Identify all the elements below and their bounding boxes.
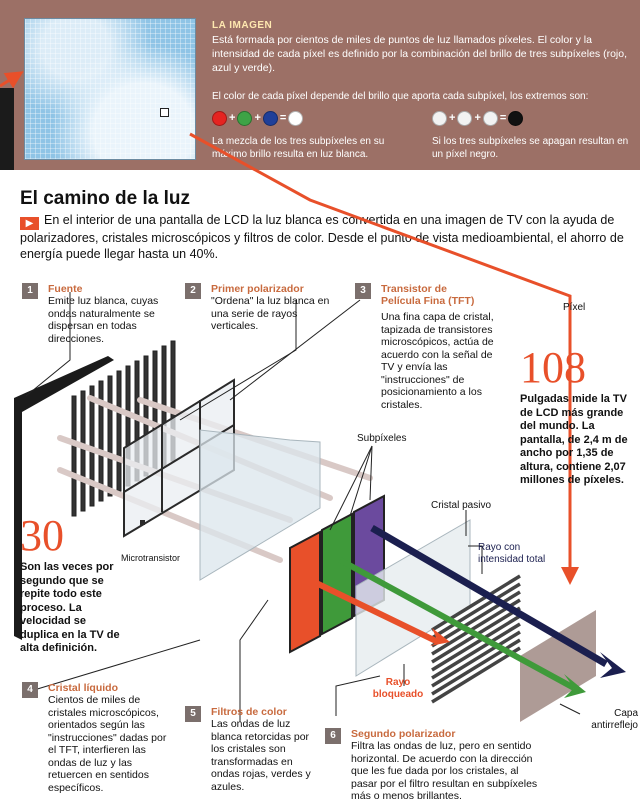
intro-text: En el interior de una pantalla de LCD la luz blanca es convertida en una imagen de TV con la ayuda de polarizadores, cristales microscópicos y filtros de color. Desde el punto de vista medioambiental, el ahorro de energía puede llegar hasta un 40%.: [20, 213, 624, 261]
equals-sign: =: [279, 112, 287, 124]
white-mix-caption: La mezcla de los tres subpíxeles en su máximo brillo resulta en luz blanca.: [212, 136, 385, 160]
step-tft: [355, 283, 515, 411]
step-number: 2: [185, 283, 201, 299]
black-mix-caption: Si los tres subpíxeles se apagan resultan en un píxel negro.: [432, 136, 629, 160]
banner-description: Está formada por cientos de miles de puntos de luz llamados píxeles. El color y la intensidad de cada píxel es definido por la combinación del brillo de tres subpíxeles (rojo, azul y verde).: [212, 34, 627, 74]
step-number: 5: [185, 706, 201, 722]
plus-sign: +: [474, 112, 481, 124]
plus-sign: +: [254, 112, 261, 124]
green-filter: [322, 514, 352, 634]
step-title: Primer polarizador: [211, 283, 304, 295]
step-body: Emite luz blanca, cuyas ondas naturalmente se dispersan en todas direcciones.: [48, 295, 159, 345]
step-body: Cientos de miles de cristales microscópicos, orientados según las "instrucciones" dadas por el TFT, interfieren las ondas de luz y las retuercen en sentidos específicos.: [48, 694, 167, 794]
step-number: 1: [22, 283, 38, 299]
step-cristal-liquido: [22, 682, 192, 802]
cristal-pasivo-label: Cristal pasivo: [431, 500, 492, 511]
microtransistor-dot: [140, 520, 145, 525]
step-body: "Ordena" la luz blanca en una serie de rayos verticales.: [211, 295, 330, 332]
microtransistor-label: Microtransistor: [121, 553, 181, 563]
rayo-bloqueado-label: Rayo bloqueado: [372, 677, 424, 700]
fact-30-text: Son las veces por segundo que se repite todo este proceso. La velocidad se duplica en la TV de alta definición.: [20, 561, 120, 654]
red-filter: [290, 532, 320, 652]
fact-108-text: Pulgadas mide la TV de LCD más grande del mundo. La pantalla, de 2,4 m de ancho por 1,35 de altura, contiene 2,07 millones de píxeles.: [520, 393, 628, 486]
step-title: Transistor de Película Fina (TFT): [381, 283, 475, 307]
plus-sign: +: [449, 112, 456, 124]
rayo-intensidad-label: Rayo con intensidad total: [478, 542, 546, 565]
plus-sign: +: [229, 112, 236, 124]
step-title: Filtros de color: [211, 706, 287, 718]
step-filtros-color: [185, 706, 335, 802]
arrow-bullet-icon: ▶: [20, 217, 39, 230]
step-body: Filtra las ondas de luz, pero en sentido horizontal. De acuerdo con la dirección que les fue dada por los cristales, al pasar por el filtro resultan en subpíxeles más o menos brillantes.: [351, 740, 538, 802]
step-primer-polarizador: [185, 283, 335, 343]
subpixeles-label: Subpíxeles: [357, 433, 407, 444]
step-number: 6: [325, 728, 341, 744]
fact-108-number: 108: [520, 343, 586, 392]
step-title: Fuente: [48, 283, 83, 295]
step-title: Cristal líquido: [48, 682, 119, 694]
step-body: Las ondas de luz blanca retorcidas por los cristales son transformadas en ondas rojas, verdes y azules.: [211, 718, 311, 793]
step-segundo-polarizador: [325, 728, 545, 802]
equals-sign: =: [499, 112, 507, 124]
step-number: 4: [22, 682, 38, 698]
fact-30-number: 30: [20, 511, 64, 560]
step-number: 3: [355, 283, 371, 299]
section-title: El camino de la luz: [20, 188, 190, 209]
pixel-label: Píxel: [563, 302, 586, 313]
step-fuente: [22, 283, 192, 353]
banner-title: LA IMAGEN: [212, 20, 273, 31]
step-title: Segundo polarizador: [351, 728, 456, 740]
step-body: Una fina capa de cristal, tapizada de transistores microscópicos, actúa de acuerdo con la señal de TV y envía las "instrucciones" de posicionamiento a los cristales.: [381, 311, 494, 411]
capa-antirreflejo-label: Capa antirreflejo: [591, 708, 638, 731]
banner-extremes-text: El color de cada píxel depende del brillo que aporta cada subpíxel, los extremos son:: [212, 91, 589, 102]
